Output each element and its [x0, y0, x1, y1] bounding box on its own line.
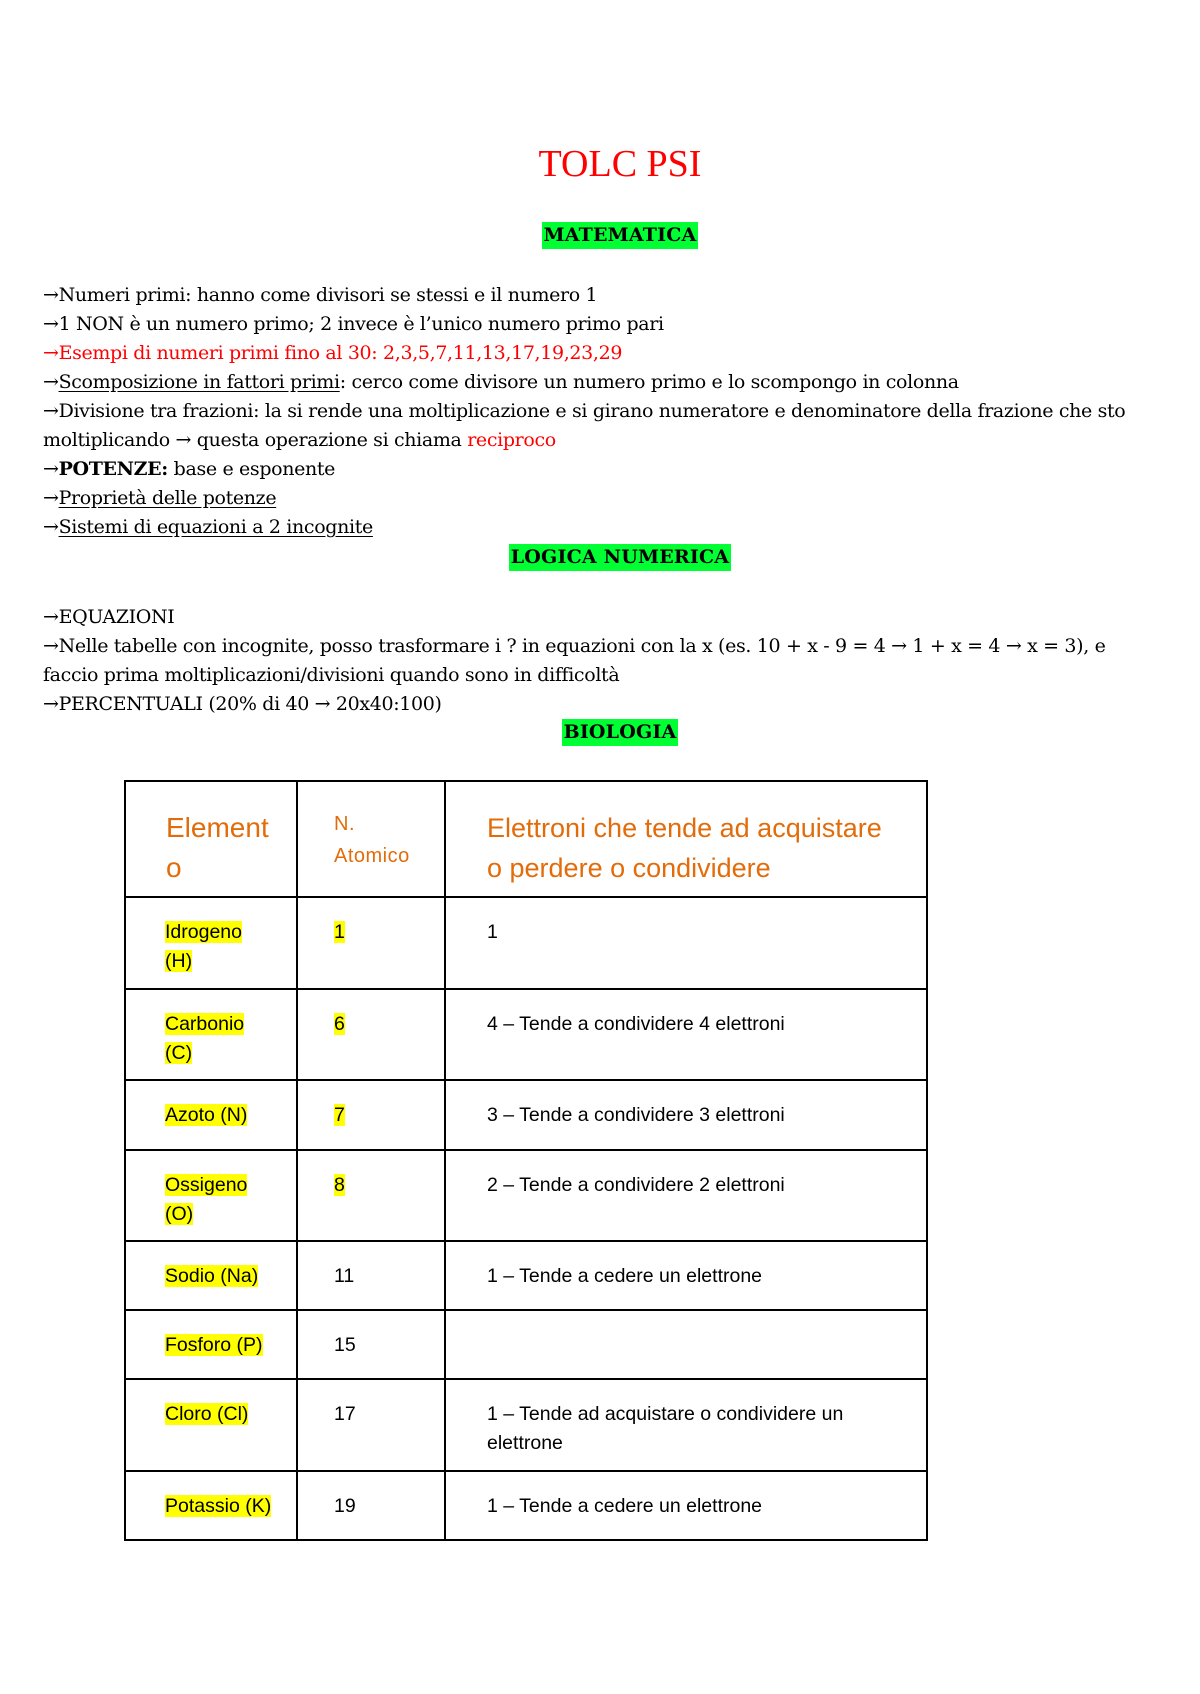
math-line-prime-numbers: →Numeri primi: hanno come divisori se stessi e il numero 1 — [43, 284, 598, 306]
header-cell-electrons — [445, 781, 927, 897]
reciprocal-text: moltiplicando → questa operazione si chiama — [43, 429, 468, 451]
arrow-glyph: → — [43, 458, 59, 480]
element-symbol: (C) — [165, 1042, 193, 1064]
logic-line-order-of-operations: faccio prima moltiplicazioni/divisioni quando sono in difficoltà — [43, 664, 620, 686]
electrons-text: 1 — [487, 921, 498, 943]
cell-atomic-number — [297, 1471, 445, 1540]
atomic-number: 17 — [334, 1403, 356, 1425]
logic-line-unknowns-tables: →Nelle tabelle con incognite, posso trasformare i ? in equazioni con la x (es. 10 + x - 9 = 4 → 1 + x = 4 → x = 3), e — [43, 635, 1106, 657]
power-properties-term: Proprietà delle potenze — [58, 487, 277, 509]
logic-line-equations: →EQUAZIONI — [43, 606, 175, 628]
cell-electrons — [445, 1150, 927, 1241]
table-row — [125, 1241, 927, 1310]
math-line-power-properties — [43, 484, 1193, 513]
section-heading-matematica-label: MATEMATICA — [542, 222, 699, 249]
atomic-number: 1 — [334, 921, 345, 943]
table-header-row — [125, 781, 927, 897]
elements-table — [124, 780, 928, 1541]
factorization-term: Scomposizione in fattori primi — [58, 371, 340, 393]
electrons-text-continued: elettrone — [487, 1432, 563, 1454]
cell-electrons — [445, 1379, 927, 1471]
cell-electrons — [445, 1241, 927, 1310]
electrons-text: 1 – Tende ad acquistare o condividere un — [487, 1403, 844, 1425]
element-name: Idrogeno — [165, 921, 242, 943]
electrons-text: 1 – Tende a cedere un elettrone — [487, 1265, 763, 1287]
header-element-line1: Element — [166, 812, 269, 843]
cell-atomic-number — [297, 1310, 445, 1379]
table-row — [125, 1379, 927, 1471]
electrons-text: 2 – Tende a condividere 2 elettroni — [487, 1174, 785, 1196]
element-name: Potassio (K) — [165, 1495, 272, 1517]
arrow-glyph: → — [43, 516, 59, 538]
math-line-fraction-division: →Divisione tra frazioni: la si rende una moltiplicazione e si girano numeratore e denominatore della frazione che sto — [43, 400, 1126, 422]
factorization-text: : cerco come divisore un numero primo e lo scompongo in colonna — [339, 371, 959, 393]
table-row — [125, 1310, 927, 1379]
element-symbol: (O) — [165, 1203, 194, 1225]
cell-element — [125, 989, 297, 1080]
arrow-glyph: → — [43, 487, 59, 509]
cell-element — [125, 897, 297, 989]
atomic-number: 19 — [334, 1495, 356, 1517]
atomic-number: 6 — [334, 1013, 345, 1035]
cell-atomic-number — [297, 1080, 445, 1150]
element-name: Ossigeno — [165, 1174, 248, 1196]
cell-atomic-number — [297, 1241, 445, 1310]
element-name: Fosforo (P) — [165, 1334, 263, 1356]
cell-atomic-number — [297, 1379, 445, 1471]
reciprocal-term: reciproco — [467, 429, 556, 451]
math-line-reciprocal — [43, 426, 1193, 455]
cell-atomic-number — [297, 897, 445, 989]
equation-systems-term: Sistemi di equazioni a 2 incognite — [58, 516, 373, 538]
powers-term: POTENZE: — [58, 458, 168, 480]
atomic-number: 15 — [334, 1334, 356, 1356]
logic-line-percentages: →PERCENTUALI (20% di 40 → 20x40:100) — [43, 693, 442, 715]
table-row — [125, 897, 927, 989]
cell-element — [125, 1379, 297, 1471]
atomic-number: 8 — [334, 1174, 345, 1196]
header-atomic-line1: N. — [334, 813, 355, 835]
element-name: Carbonio — [165, 1013, 245, 1035]
section-heading-logica — [0, 546, 1200, 568]
header-atomic-line2: Atomico — [334, 845, 410, 867]
element-name: Sodio (Na) — [165, 1265, 259, 1287]
math-line-powers — [43, 455, 1193, 484]
math-line-factorization — [43, 368, 1193, 397]
electrons-text: 4 – Tende a condividere 4 elettroni — [487, 1013, 785, 1035]
atomic-number: 11 — [334, 1265, 355, 1287]
cell-electrons — [445, 1471, 927, 1540]
cell-electrons — [445, 1310, 927, 1379]
cell-electrons — [445, 1080, 927, 1150]
element-name: Cloro (Cl) — [165, 1403, 249, 1425]
math-line-one-not-prime: →1 NON è un numero primo; 2 invece è l’unico numero primo pari — [43, 313, 664, 335]
element-symbol: (H) — [165, 950, 193, 972]
table-row — [125, 989, 927, 1080]
cell-element — [125, 1150, 297, 1241]
math-line-prime-examples: →Esempi di numeri primi fino al 30: 2,3,5,7,11,13,17,19,23,29 — [43, 342, 623, 364]
document-title: TOLC PSI — [538, 143, 702, 185]
cell-element — [125, 1080, 297, 1150]
cell-electrons — [445, 989, 927, 1080]
powers-text: base e esponente — [167, 458, 336, 480]
cell-element — [125, 1471, 297, 1540]
electrons-text: 3 – Tende a condividere 3 elettroni — [487, 1104, 785, 1126]
section-heading-matematica — [0, 224, 1200, 246]
cell-electrons — [445, 897, 927, 989]
header-electrons-line1: Elettroni che tende ad acquistare — [487, 813, 882, 843]
header-element-line2: o — [166, 852, 182, 883]
cell-atomic-number — [297, 989, 445, 1080]
header-cell-element — [125, 781, 297, 897]
math-line-equation-systems — [43, 513, 1193, 542]
arrow-glyph: → — [43, 371, 59, 393]
electrons-text: 1 – Tende a cedere un elettrone — [487, 1495, 763, 1517]
header-cell-atomic-number — [297, 781, 445, 897]
cell-atomic-number — [297, 1150, 445, 1241]
atomic-number: 7 — [334, 1104, 345, 1126]
header-electrons-line2: o perdere o condividere — [487, 853, 771, 883]
table-row — [125, 1471, 927, 1540]
cell-element — [125, 1241, 297, 1310]
section-heading-logica-label: LOGICA NUMERICA — [509, 544, 732, 571]
section-heading-biologia-label: BIOLOGIA — [562, 719, 679, 746]
cell-element — [125, 1310, 297, 1379]
section-heading-biologia — [0, 721, 1200, 743]
table-row — [125, 1080, 927, 1150]
element-name: Azoto (N) — [165, 1104, 248, 1126]
table-row — [125, 1150, 927, 1241]
